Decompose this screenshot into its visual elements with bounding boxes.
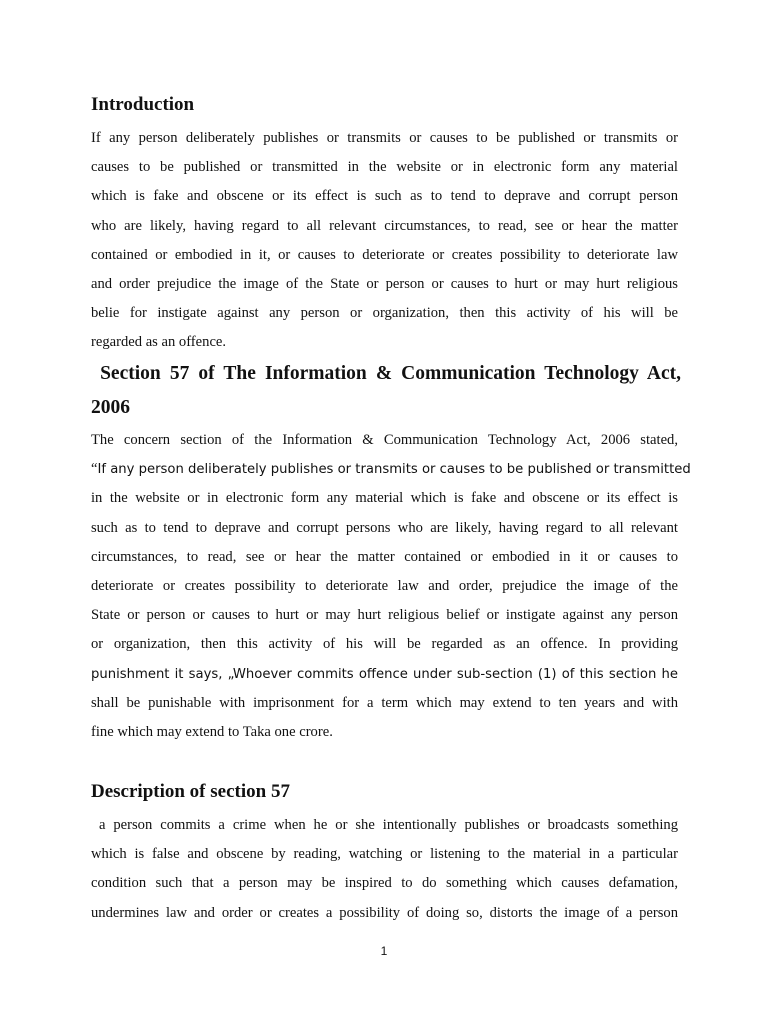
paragraph-line: which is fake and obscene or its effect is such as to tend to deprave and corrupt person <box>91 188 678 205</box>
introduction-paragraph <box>91 124 678 358</box>
paragraph-line: belie for instigate against any person or organization, then this activity of his will be <box>91 305 678 322</box>
paragraph-line: who are likely, having regard to all relevant circumstances, to read, see or hear the matter <box>91 217 678 234</box>
section-57-heading-line: 2006 <box>91 397 130 418</box>
paragraph-line: a person commits a crime when he or she intentionally publishes or broadcasts something <box>91 817 678 833</box>
paragraph-line: and order prejudice the image of the State or person or causes to hurt or may hurt religious <box>91 276 678 293</box>
section-57-heading-line: Section 57 of The Information & Communication Technology Act, <box>91 363 681 384</box>
paragraph-line: shall be punishable with imprisonment for a term which may extend to ten years and with <box>91 694 678 711</box>
paragraph-line: such as to tend to deprave and corrupt persons who are likely, having regard to all relevant <box>91 519 678 536</box>
paragraph-line: State or person or causes to hurt or may hurt religious belief or instigate against any person <box>91 607 678 624</box>
paragraph-line <box>91 455 691 484</box>
paragraph-line: If any person deliberately publishes or transmits or causes to be published or transmits or <box>91 130 678 146</box>
paragraph-line: The concern section of the Information & Communication Technology Act, 2006 stated, <box>91 432 678 448</box>
paragraph-line: deteriorate or creates possibility to deteriorate law and order, prejudice the image of the <box>91 578 678 595</box>
description-paragraph <box>91 811 678 928</box>
introduction-heading: Introduction <box>91 94 195 115</box>
description-heading: Description of section 57 <box>91 781 290 802</box>
open-quote: “ <box>91 461 98 478</box>
paragraph-line: which is false and obscene by reading, watching or listening to the material in a particular <box>91 846 678 863</box>
paragraph-line: fine which may extend to Taka one crore. <box>91 724 333 741</box>
paragraph-line: or organization, then this activity of his will be regarded as an offence. In providing <box>91 636 678 653</box>
paragraph-line: undermines law and order or creates a possibility of doing so, distorts the image of a person <box>91 904 678 921</box>
paragraph-line: contained or embodied in it, or causes to deteriorate or creates possibility to deteriorate law <box>91 246 678 263</box>
paragraph-line: circumstances, to read, see or hear the matter contained or embodied in it or causes to <box>91 548 678 565</box>
paragraph-line: condition such that a person may be inspired to do something which causes defamation, <box>91 875 678 892</box>
paragraph-line: in the website or in electronic form any material which is fake and obscene or its effect is <box>91 490 678 507</box>
section-57-paragraph <box>91 426 691 747</box>
section-57-heading <box>91 357 681 425</box>
page-number: 1 <box>380 944 388 958</box>
paragraph-line: regarded as an offence. <box>91 334 227 351</box>
quoted-text: If any person deliberately publishes or transmits or causes to be published or transmitted <box>97 462 691 478</box>
paragraph-line: causes to be published or transmitted in the website or in electronic form any material <box>91 159 678 176</box>
paragraph-line: punishment it says, „Whoever commits offence under sub-section (1) of this section he <box>91 666 678 682</box>
